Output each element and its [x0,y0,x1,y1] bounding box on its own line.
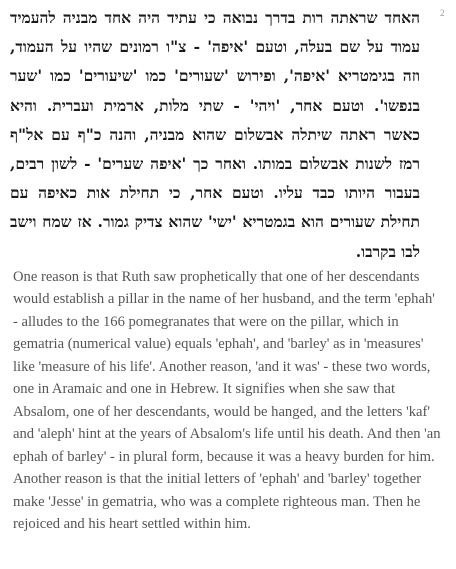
english-translation: One reason is that Ruth saw prophetically that one of her descendants would establish a pillar in the name of her husband, and the term 'ephah' - alludes to the 166 pomegranates that were on the pillar, which in gematria (numerical value) equals 'ephah', and 'barley' as in 'measures' like 'measure of his life'. Another reason, 'and it was' - these two words, one in Aramaic and one in Hebrew. It signifies when she saw that Absalom, one of her descendants, would be hanged, and the letters 'kaf' and 'aleph' hint at the years of Absalom's life until his death. And then 'an ephah of barley' - in plural form, because it was a heavy burden for him. Another reason is that the initial letters of 'ephah' and 'barley' together make 'Jesse' in gematria, who was a complete righteous man. Then he rejoiced and his heart settled within him. [13,269,441,532]
hebrew-commentary: האחד שראתה רות בדרך נבואה כי עתיד היה אחד מבניה להעמיד עמוד על שם בעלה, וטעם 'איפה' - צ"ו רמונים שהיו על העמוד, וזה בגימטריא 'איפה', ופירוש 'שעורים' כמו 'שיעורים' כמו 'שער בנפשו'. וטעם אחר, 'ויהי' - שתי מלות, ארמית ועברית. והיא כאשר ראתה שיתלה אבשלום שהוא מבניה, והנה כ"ף עם אל"ף רמז לשנות אבשלום במותו. ואחר כך 'איפה שערים' - לשון רבים, בעבור היותו כבד עליו. וטעם אחר, כי תחילת אות כאיפה עם תחילת שעורים הוא בגמטריא 'ישי' שהוא צדיק גמור. אז שמח וישב לבו בקרבו. [10,8,420,261]
verse-number: 2 [440,8,445,18]
